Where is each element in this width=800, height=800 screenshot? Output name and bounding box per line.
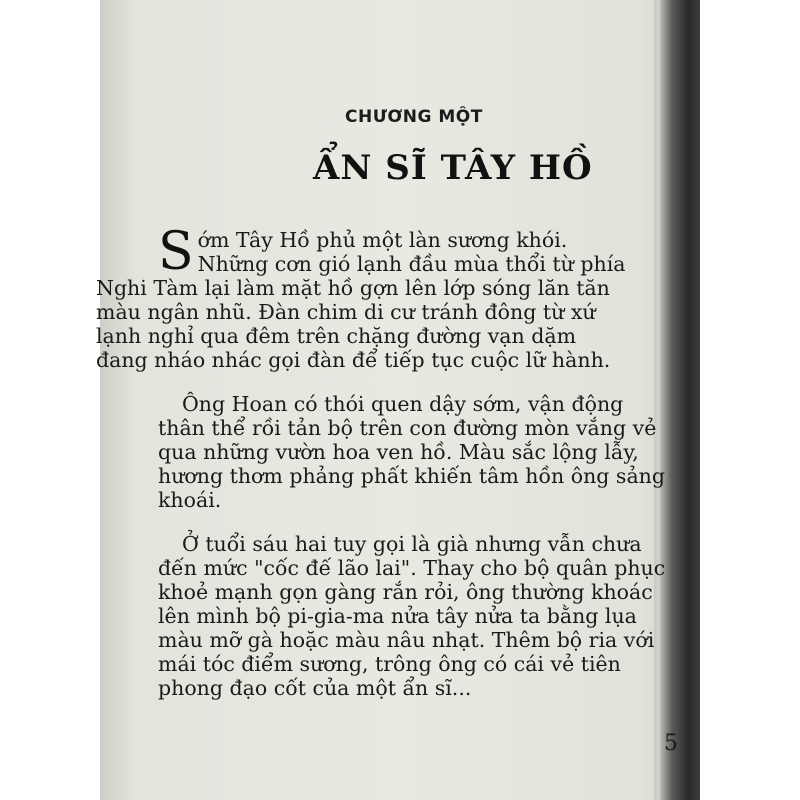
text-line: thân thể rồi tản bộ trên con đường mòn vắng vẻ [158,416,657,440]
chapter-label: CHƯƠNG MỘT [345,107,483,127]
body-text [96,222,678,720]
text-line: đang nháo nhác gọi đàn để tiếp tục cuộc lữ hành. [96,348,611,372]
text-line: lạnh nghỉ qua đêm trên chặng đường vạn dặm [96,324,577,348]
text-line: Nghi Tàm lại làm mặt hồ gợn lên lớp sóng lăn tăn [96,276,610,300]
text-line: mái tóc điểm sương, trông ông có cái vẻ tiên [158,652,621,676]
text-line: hương thơm phảng phất khiến tâm hồn ông sảng [158,464,666,488]
chapter-title: ẨN SĨ TÂY HỒ [313,148,593,188]
text-line: khoẻ mạnh gọn gàng rắn rỏi, ông thường khoác [158,580,653,604]
text-line: Ông Hoan có thói quen dậy sớm, vận động [182,392,624,416]
text-line: khoái. [158,488,222,512]
text-line: Những cơn gió lạnh đầu mùa thổi từ phía [197,252,626,276]
text-line: ớm Tây Hồ phủ một làn sương khói. [197,228,568,252]
text-line: màu mỡ gà hoặc màu nâu nhạt. Thêm bộ ria với [158,628,655,652]
text-line: Ở tuổi sáu hai tuy gọi là già nhưng vẫn chưa [182,532,642,556]
page-number: 5 [664,731,678,756]
drop-cap: S [158,222,194,282]
paragraph-2 [158,392,678,512]
text-line: phong đạo cốt của một ẩn sĩ... [158,676,472,700]
paragraph-3 [158,532,678,700]
text-line: đến mức "cốc đế lão lai". Thay cho bộ quân phục [158,556,666,580]
text-line: màu ngân nhũ. Đàn chim di cư tránh đông từ xứ [96,300,596,324]
paragraph-1 [96,222,678,372]
text-line: qua những vườn hoa ven hồ. Màu sắc lộng lẫy, [158,440,639,464]
text-line: lên mình bộ pi-gia-ma nửa tây nửa ta bằng lụa [158,604,637,628]
